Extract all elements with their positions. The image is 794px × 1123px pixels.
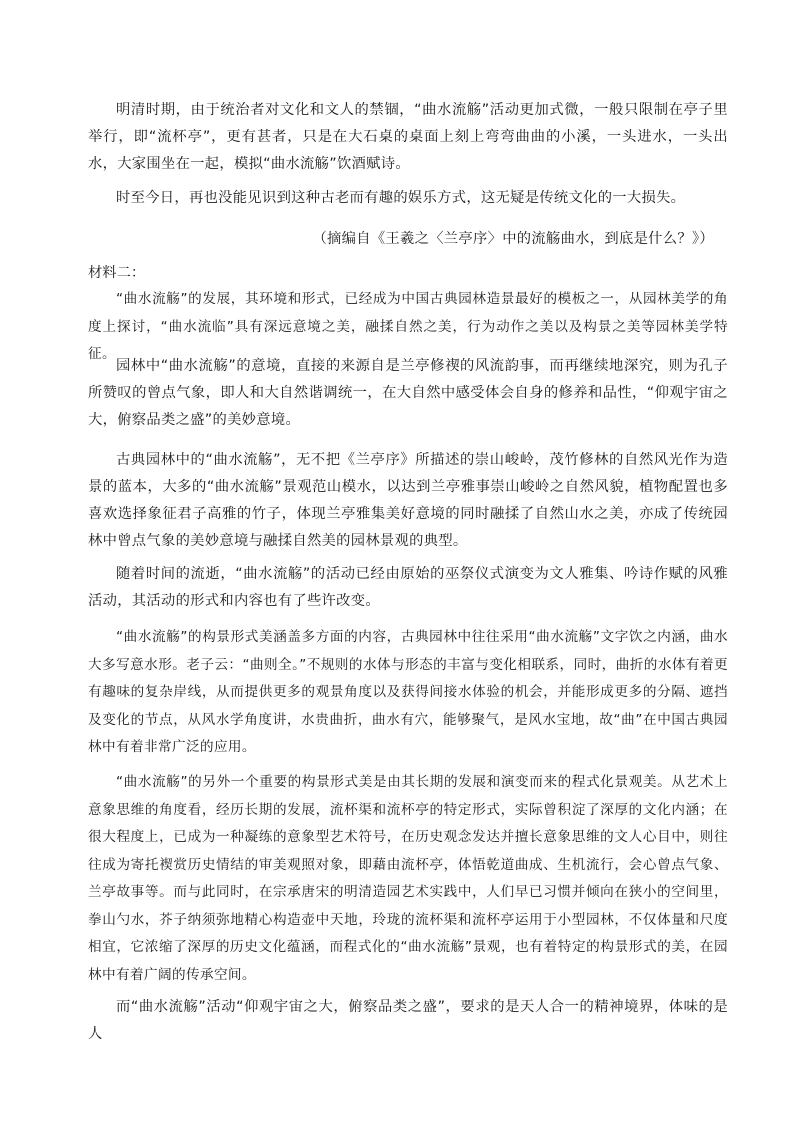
paragraph-classical-garden: 古典园林中的“曲水流觞”，无不把《兰亭序》所描述的崇山峻岭，茂竹修林的自然风光作为造景的蓝本，大多的“曲水流觞”景观范山模水，以达到兰亭雅事崇山峻岭之自然风貌，植物配置也多喜欢选择象征君子高雅的竹子，体现兰亭雅集美好意境的同时融揉了自然山水之美，亦成了传统园林中曾点气象的美妙意境与融揉自然美的园林景观的典型。: [88, 452, 728, 549]
paragraph-development: “曲水流觞”的发展，其环境和形式，已经成为中国古典园林造景最好的模板之一，从园林美学的角度上探讨，“曲水流临”具有深远意境之美，融揉自然之美，行为动作之美以及构景之美等园林美学特征。: [88, 291, 728, 362]
paragraph-ming-qing: 明清时期，由于统治者对文化和文人的禁锢，“曲水流觞”活动更加式微，一般只限制在亭子里举行，即“流杯亭”，更有甚者，只是在大石桌的桌面上刻上弯弯曲曲的小溪，一头进水，一头出水，大家围坐在一起，模拟“曲水流觞”饮酒赋诗。: [88, 102, 728, 172]
paragraph-time-passing: 随着时间的流逝，“曲水流觞”的活动已经由原始的巫祭仪式演变为文人雅集、吟诗作赋的风雅活动，其活动的形式和内容也有了些许改变。: [88, 566, 728, 609]
section-heading: 材料二：: [88, 265, 146, 281]
source-citation: （摘编自《王羲之〈兰亭序〉中的流觞曲水，到底是什么？》）: [312, 231, 714, 247]
paragraph-artistic-conception: 园林中“曲水流觞”的意境，直接的来源自是兰亭修禊的风流韵事，而再继续地深究，则为孔子所赞叹的曾点气象，即人和大自然谐调统一，在大自然中感受体会自身的修养和品性，“仰观宇宙之大，俯察品类之盛”的美妙意境。: [88, 358, 728, 428]
paragraph-composition-form: “曲水流觞”的构景形式美涵盖多方面的内容，古典园林中往往采用“曲水流觞”文字饮之内涵，曲水大多写意水形。老子云：“曲则全。”不规则的水体与形态的丰富与变化相联系，同时，曲折的水体有着更有趣味的复杂岸线，从而提供更多的观景角度以及获得间接水体验的机会，并能形成更多的分隔、遮挡及变化的节点，从风水学角度讲，水贵曲折，曲水有穴，能够聚气，是风水宝地，故“曲”在中国古典园林中有着非常广泛的应用。: [88, 629, 728, 755]
paragraph-unity: 而“曲水流觞”活动“仰观宇宙之大，俯察品类之盛”，要求的是天人合一的精神境界，体味的是人: [88, 999, 728, 1042]
paragraph-today: 时至今日，再也没能见识到这种古老而有趣的娱乐方式，这无疑是传统文化的一大损失。: [116, 190, 686, 206]
paragraph-stylized-landscape: “曲水流觞”的另外一个重要的构景形式美是由其长期的发展和演变而来的程式化景观美。从艺术上意象思维的角度看，经历长期的发展，流杯渠和流杯亭的特定形式，实际曾积淀了深厚的文化内涵；在很大程度上，已成为一种凝练的意象型艺术符号，在历史观念发达并擅长意象思维的文人心目中，则往往成为寄托褉赏历史情结的审美观照对象，即藉由流杯亭，体悟乾道曲成、生机流行，会心曾点气象、兰亭故事等。而与此同时，在宗承唐宋的明清造园艺术实践中，人们早已习惯并倾向在狭小的空间里，拳山勺水，芥子纳须弥地精心构造壶中天地，玲珑的流杯渠和流杯亭运用于小型园林，不仅体量和尺度相宜，它浓缩了深厚的历史文化蕴涵，而程式化的“曲水流觞”景观，也有着特定的构景形式的美，在园林中有着广阔的传承空间。: [88, 774, 728, 983]
